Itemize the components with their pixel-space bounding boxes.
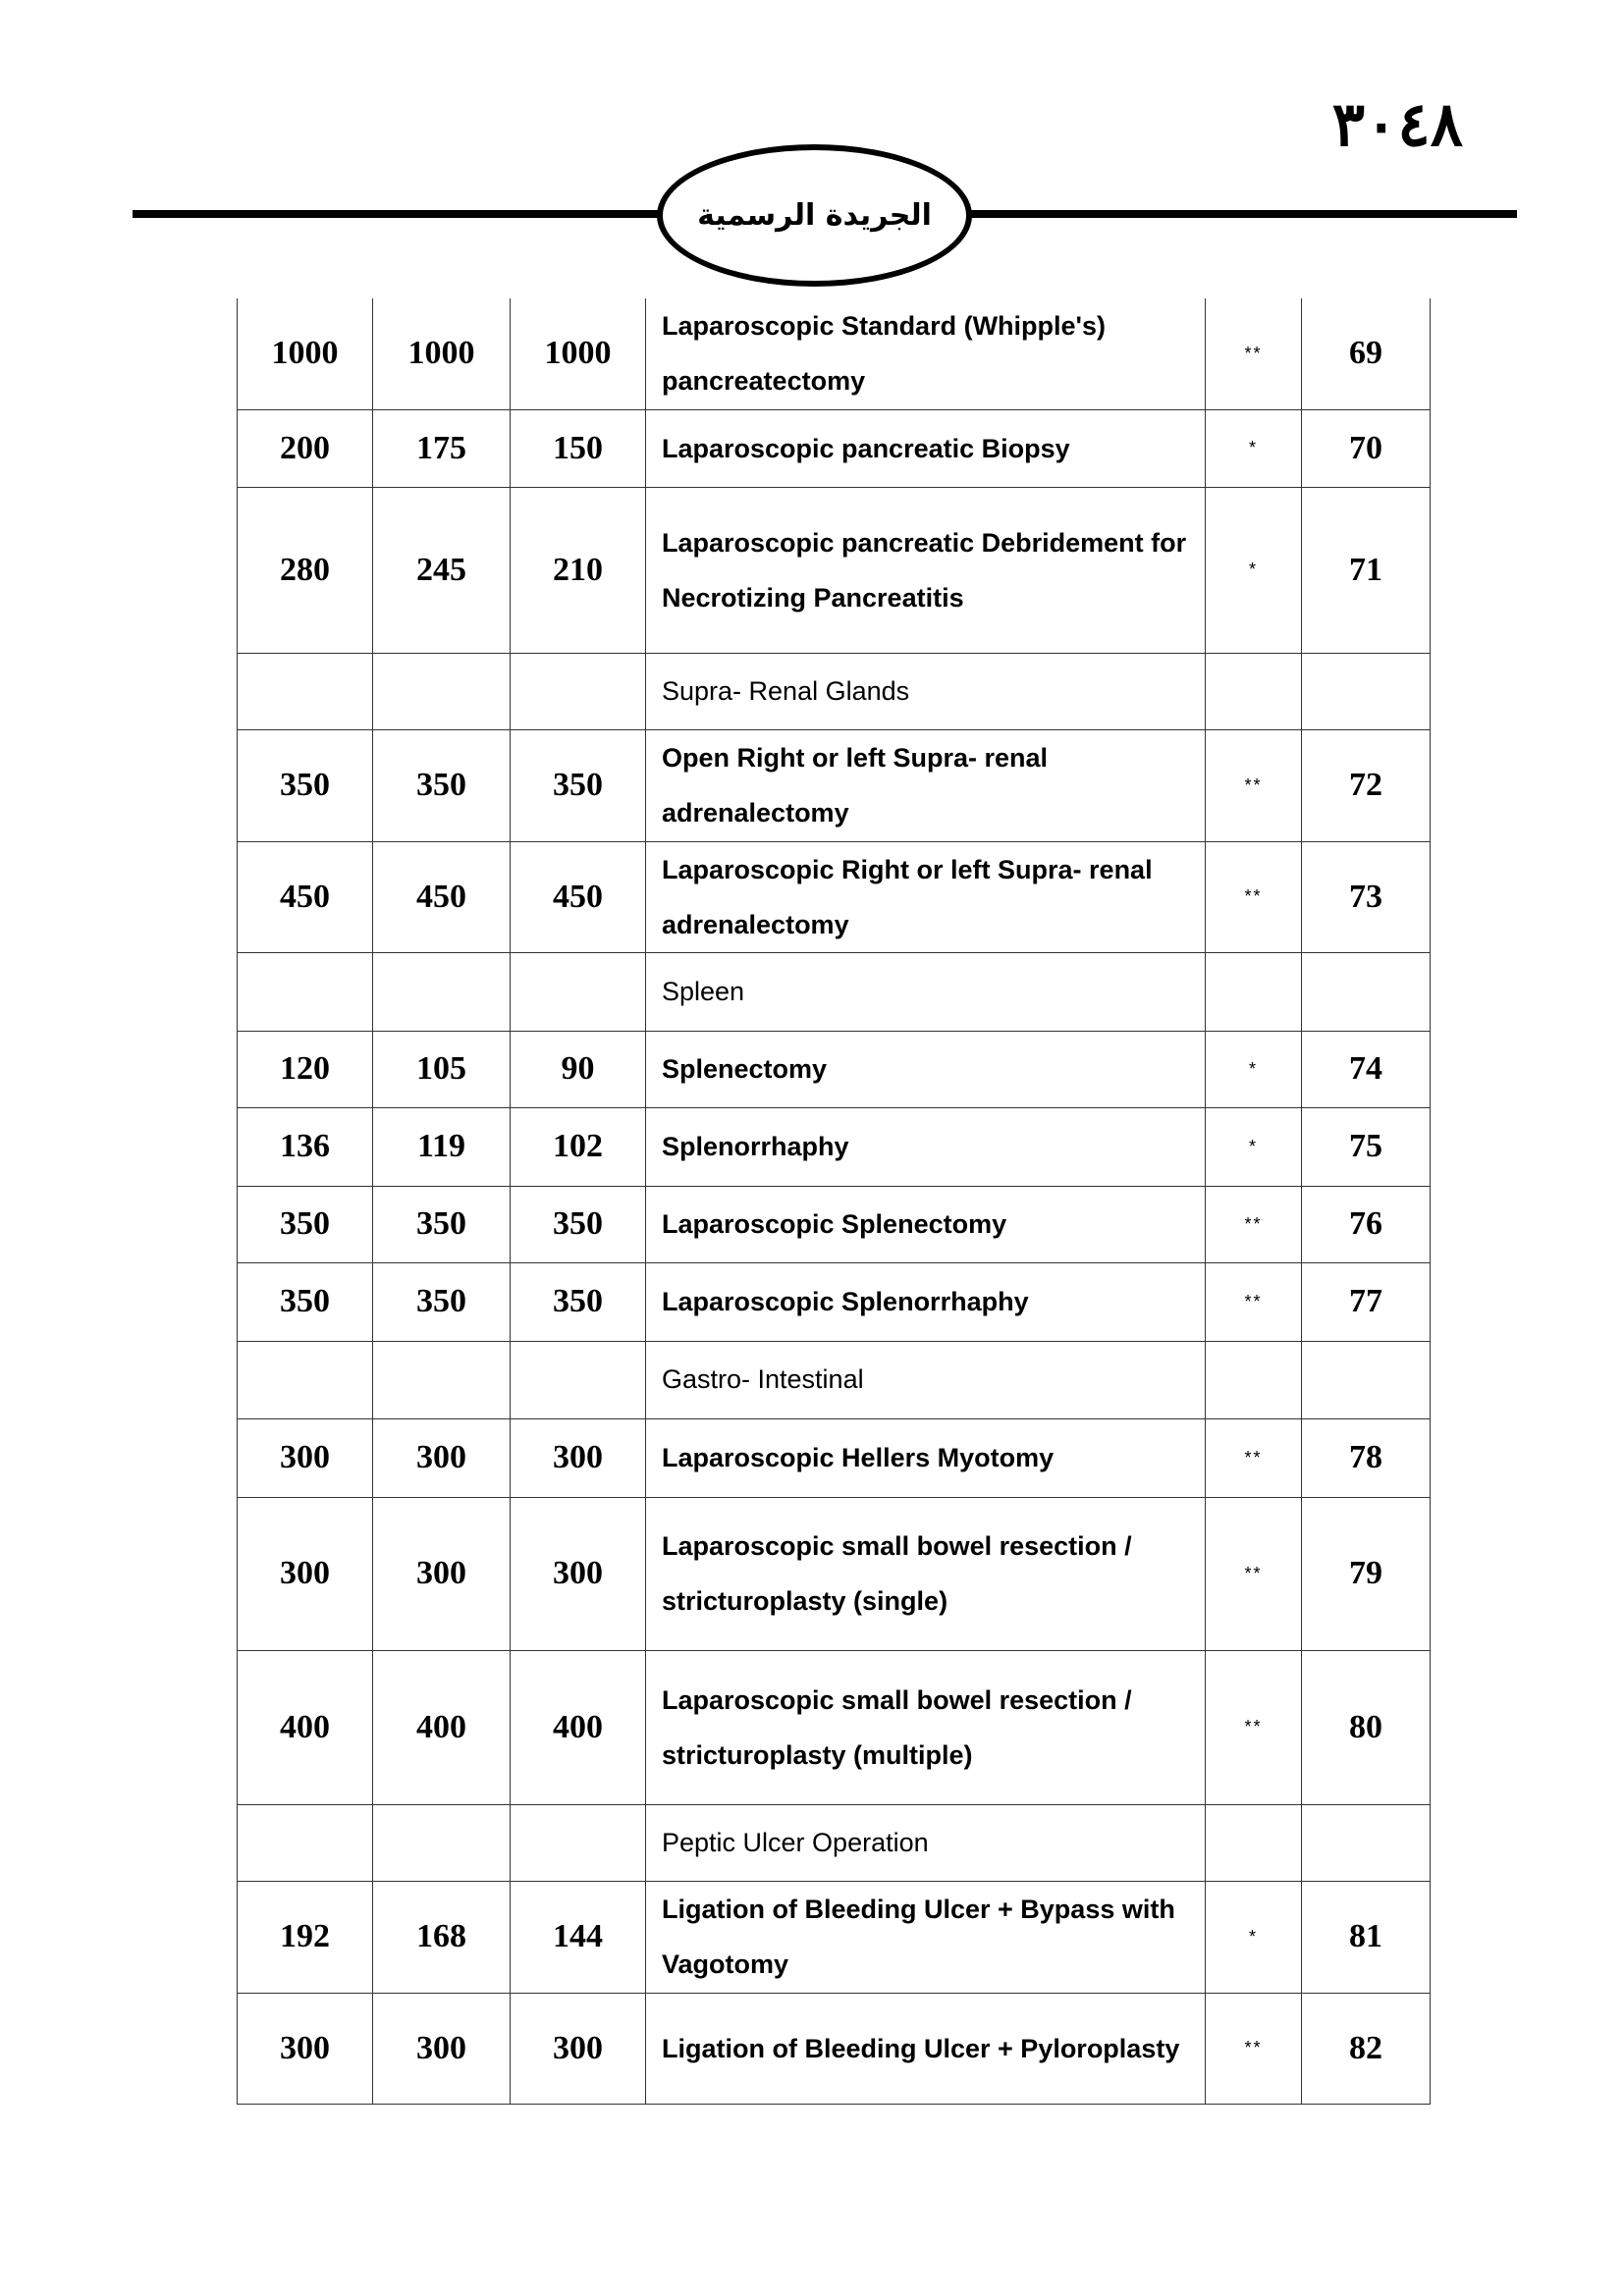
fee-2: 350 [373, 1262, 511, 1341]
fee-2: 105 [373, 1031, 511, 1107]
procedure-name: Laparoscopic small bowel resection / stricturoplasty (multiple) [646, 1650, 1206, 1804]
table-row [238, 841, 1431, 952]
procedure-name: Ligation of Bleeding Ulcer + Pyloroplasty [646, 1993, 1206, 2104]
section-title: Peptic Ulcer Operation [646, 1804, 1206, 1881]
fee-2: 245 [373, 487, 511, 653]
fee-2: 400 [373, 1650, 511, 1804]
procedure-name: Laparoscopic pancreatic Debridement for Necrotizing Pancreatitis [646, 487, 1206, 653]
fee-3: 350 [511, 729, 646, 841]
section-row [238, 1804, 1431, 1881]
section-title: Spleen [646, 952, 1206, 1031]
procedure-name: Laparoscopic Splenectomy [646, 1186, 1206, 1262]
empty-cell [373, 1804, 511, 1881]
category-stars: ** [1206, 1418, 1302, 1497]
table-row [238, 729, 1431, 841]
category-stars: * [1206, 1031, 1302, 1107]
fee-3: 150 [511, 409, 646, 487]
fee-3: 350 [511, 1262, 646, 1341]
empty-cell [1302, 1341, 1431, 1418]
header-rule-left [133, 210, 663, 218]
empty-cell [373, 653, 511, 729]
category-stars: ** [1206, 729, 1302, 841]
fee-2: 119 [373, 1107, 511, 1186]
fee-2: 300 [373, 1497, 511, 1650]
header-rule-right [957, 210, 1517, 218]
procedure-name: Laparoscopic pancreatic Biopsy [646, 409, 1206, 487]
empty-cell [511, 1804, 646, 1881]
fee-1: 120 [238, 1031, 373, 1107]
fee-2: 300 [373, 1993, 511, 2104]
table-row [238, 1262, 1431, 1341]
fee-2: 1000 [373, 298, 511, 409]
table-row [238, 298, 1431, 409]
fee-3: 102 [511, 1107, 646, 1186]
section-row [238, 653, 1431, 729]
fee-1: 350 [238, 1186, 373, 1262]
empty-cell [238, 952, 373, 1031]
category-stars: * [1206, 1881, 1302, 1993]
item-number: 73 [1302, 841, 1431, 952]
procedure-name: Laparoscopic Hellers Myotomy [646, 1418, 1206, 1497]
item-number: 76 [1302, 1186, 1431, 1262]
table-row [238, 1107, 1431, 1186]
category-stars: ** [1206, 1993, 1302, 2104]
table-row [238, 1497, 1431, 1650]
item-number: 71 [1302, 487, 1431, 653]
fee-3: 210 [511, 487, 646, 653]
procedure-name: Laparoscopic small bowel resection / stricturoplasty (single) [646, 1497, 1206, 1650]
fee-1: 350 [238, 1262, 373, 1341]
item-number: 82 [1302, 1993, 1431, 2104]
table-row [238, 1993, 1431, 2104]
empty-cell [238, 1804, 373, 1881]
empty-cell [1206, 952, 1302, 1031]
item-number: 75 [1302, 1107, 1431, 1186]
category-stars: ** [1206, 841, 1302, 952]
item-number: 78 [1302, 1418, 1431, 1497]
fee-1: 400 [238, 1650, 373, 1804]
fee-1: 450 [238, 841, 373, 952]
procedure-name: Open Right or left Supra- renal adrenalectomy [646, 729, 1206, 841]
empty-cell [373, 1341, 511, 1418]
fee-1: 192 [238, 1881, 373, 1993]
category-stars: ** [1206, 1262, 1302, 1341]
empty-cell [1302, 1804, 1431, 1881]
empty-cell [511, 653, 646, 729]
procedure-name: Laparoscopic Standard (Whipple's) pancreatectomy [646, 298, 1206, 409]
fee-3: 1000 [511, 298, 646, 409]
empty-cell [1302, 952, 1431, 1031]
table-row [238, 1418, 1431, 1497]
procedure-name: Laparoscopic Right or left Supra- renal adrenalectomy [646, 841, 1206, 952]
fee-3: 450 [511, 841, 646, 952]
procedure-name: Ligation of Bleeding Ulcer + Bypass with Vagotomy [646, 1881, 1206, 1993]
procedure-name: Laparoscopic Splenorrhaphy [646, 1262, 1206, 1341]
empty-cell [238, 1341, 373, 1418]
empty-cell [1206, 1804, 1302, 1881]
empty-cell [511, 952, 646, 1031]
fee-2: 168 [373, 1881, 511, 1993]
fee-1: 1000 [238, 298, 373, 409]
section-title: Gastro- Intestinal [646, 1341, 1206, 1418]
section-title: Supra- Renal Glands [646, 653, 1206, 729]
empty-cell [1206, 653, 1302, 729]
category-stars: ** [1206, 1650, 1302, 1804]
fee-3: 90 [511, 1031, 646, 1107]
fee-3: 144 [511, 1881, 646, 1993]
fee-3: 300 [511, 1993, 646, 2104]
category-stars: * [1206, 409, 1302, 487]
empty-cell [1302, 653, 1431, 729]
fee-1: 280 [238, 487, 373, 653]
item-number: 77 [1302, 1262, 1431, 1341]
table-row [238, 1186, 1431, 1262]
item-number: 79 [1302, 1497, 1431, 1650]
category-stars: ** [1206, 1497, 1302, 1650]
fees-table [237, 298, 1431, 2105]
fee-1: 300 [238, 1993, 373, 2104]
fee-1: 200 [238, 409, 373, 487]
item-number: 72 [1302, 729, 1431, 841]
table-row [238, 1650, 1431, 1804]
category-stars: ** [1206, 298, 1302, 409]
category-stars: * [1206, 1107, 1302, 1186]
empty-cell [511, 1341, 646, 1418]
empty-cell [238, 653, 373, 729]
item-number: 74 [1302, 1031, 1431, 1107]
table-row [238, 1881, 1431, 1993]
item-number: 81 [1302, 1881, 1431, 1993]
fee-1: 136 [238, 1107, 373, 1186]
fee-1: 300 [238, 1497, 373, 1650]
fee-2: 350 [373, 729, 511, 841]
item-number: 69 [1302, 298, 1431, 409]
fee-3: 350 [511, 1186, 646, 1262]
section-row [238, 1341, 1431, 1418]
page-number: ٣٠٤٨ [1331, 88, 1463, 160]
fee-2: 300 [373, 1418, 511, 1497]
empty-cell [1206, 1341, 1302, 1418]
fee-2: 350 [373, 1186, 511, 1262]
fee-2: 450 [373, 841, 511, 952]
gazette-title: الجريدة الرسمية [697, 198, 932, 233]
procedure-name: Splenectomy [646, 1031, 1206, 1107]
fee-3: 300 [511, 1418, 646, 1497]
fee-2: 175 [373, 409, 511, 487]
table-row [238, 487, 1431, 653]
empty-cell [373, 952, 511, 1031]
fee-3: 300 [511, 1497, 646, 1650]
section-row [238, 952, 1431, 1031]
procedure-name: Splenorrhaphy [646, 1107, 1206, 1186]
category-stars: * [1206, 487, 1302, 653]
item-number: 70 [1302, 409, 1431, 487]
gazette-title-emblem [657, 144, 972, 287]
category-stars: ** [1206, 1186, 1302, 1262]
fee-3: 400 [511, 1650, 646, 1804]
item-number: 80 [1302, 1650, 1431, 1804]
fee-1: 350 [238, 729, 373, 841]
table-row [238, 1031, 1431, 1107]
fee-1: 300 [238, 1418, 373, 1497]
table-row [238, 409, 1431, 487]
